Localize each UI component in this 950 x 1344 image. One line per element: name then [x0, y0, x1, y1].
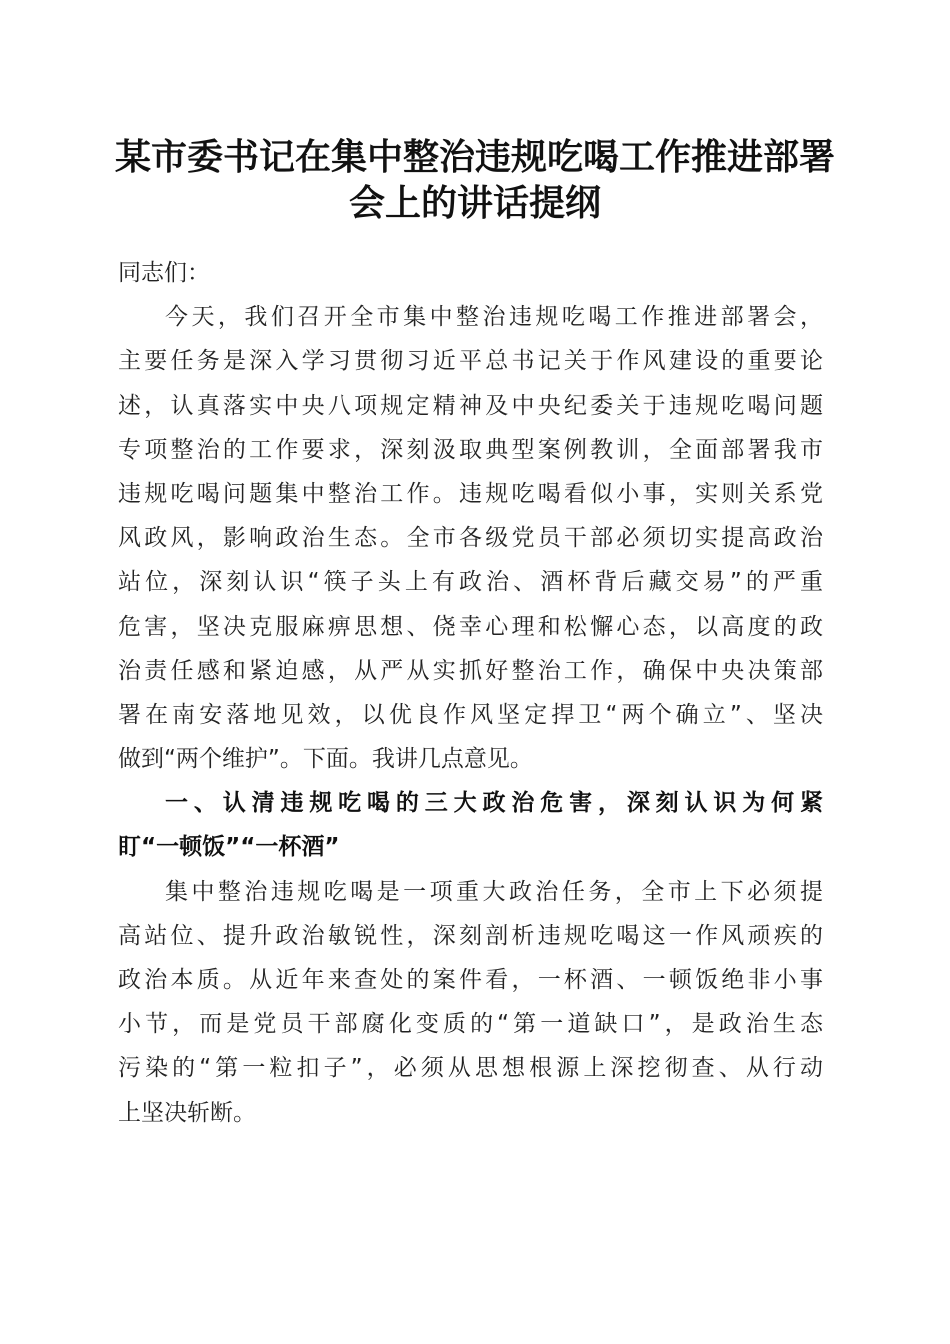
- paragraph-line: 上坚决斩断。: [118, 1099, 256, 1126]
- intro-paragraph: [118, 295, 823, 781]
- paragraph-line: 署在南安落地见效，以优良作风坚定捍卫“两个确立”、坚决: [118, 701, 823, 728]
- paragraph-line: 专项整治的工作要求，深刻汲取典型案例教训，全面部署我市: [118, 436, 823, 463]
- paragraph-line: 污染的“第一粒扣子”，必须从思想根源上深挖彻查、从行动: [118, 1055, 823, 1082]
- paragraph-line: 站位，深刻认识“筷子头上有政治、酒杯背后藏交易”的严重: [118, 569, 823, 596]
- paragraph-line: 主要任务是深入学习贯彻习近平总书记关于作风建设的重要论: [118, 348, 823, 375]
- salutation: 同志们：: [118, 260, 210, 286]
- title-line-2: 会上的讲话提纲: [348, 182, 601, 224]
- paragraph-line: 集中整治违规吃喝是一项重大政治任务，全市上下必须提: [165, 878, 823, 905]
- section-1-heading: [118, 781, 823, 869]
- paragraph-line: 做到“两个维护”。下面。我讲几点意见。: [118, 746, 533, 773]
- heading-line: 盯“一顿饭”“一杯酒”: [118, 834, 340, 861]
- paragraph-line: 今天，我们召开全市集中整治违规吃喝工作推进部署会，: [165, 304, 823, 331]
- heading-line: 一、认清违规吃喝的三大政治危害，深刻认识为何紧: [165, 790, 823, 817]
- paragraph-line: 高站位、提升政治敏锐性，深刻剖析违规吃喝这一作风顽疾的: [118, 922, 823, 949]
- title-line-1: 某市委书记在集中整治违规吃喝工作推进部署: [114, 136, 835, 178]
- paragraph-line: 违规吃喝问题集中整治工作。违规吃喝看似小事，实则关系党: [118, 480, 823, 507]
- paragraph-line: 述，认真落实中央八项规定精神及中央纪委关于违规吃喝问题: [118, 392, 823, 419]
- paragraph-line: 小节，而是党员干部腐化变质的“第一道缺口”，是政治生态: [118, 1011, 823, 1038]
- document-body: [118, 251, 823, 1135]
- paragraph-line: 危害，坚决克服麻痹思想、侥幸心理和松懈心态，以高度的政: [118, 613, 823, 640]
- paragraph-line: 治责任感和紧迫感，从严从实抓好整治工作，确保中央决策部: [118, 657, 823, 684]
- paragraph-line: 政治本质。从近年来查处的案件看，一杯酒、一顿饭绝非小事: [118, 967, 823, 993]
- paragraph-line: 风政风，影响政治生态。全市各级党员干部必须切实提高政治: [118, 525, 823, 552]
- section-1-paragraph: [118, 870, 823, 1135]
- document-title: [110, 134, 840, 226]
